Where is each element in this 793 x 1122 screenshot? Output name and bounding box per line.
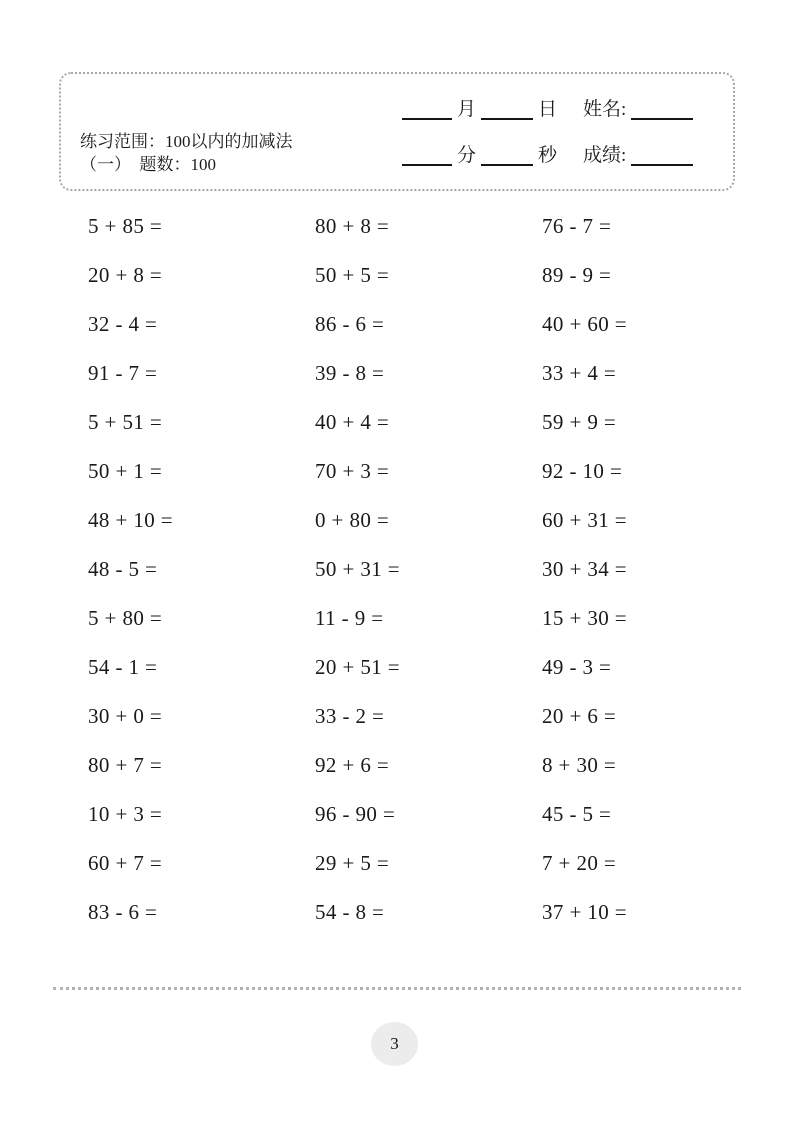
problem: 92 - 10 =: [542, 459, 623, 483]
problem: 5 + 80 =: [88, 606, 163, 630]
problem: 29 + 5 =: [315, 851, 390, 875]
day-blank-line: [481, 102, 533, 120]
second-blank-line: [481, 148, 533, 166]
problem: 48 + 10 =: [88, 508, 174, 532]
problems-grid: [88, 202, 769, 937]
practice-scope-line2: （一） 题数：100: [80, 155, 216, 174]
date-name-row: [402, 94, 693, 122]
problem: 59 + 9 =: [542, 410, 617, 434]
problem: 0 + 80 =: [315, 508, 390, 532]
problem: 7 + 20 =: [542, 851, 617, 875]
problem: 20 + 51 =: [315, 655, 401, 679]
problem: 40 + 4 =: [315, 410, 390, 434]
header-fill-in-area: [402, 94, 693, 186]
footer-dotted-separator: [53, 987, 741, 990]
problem: 45 - 5 =: [542, 802, 612, 826]
problem: 86 - 6 =: [315, 312, 385, 336]
page-number: 3: [390, 1034, 399, 1053]
month-blank-line: [402, 102, 452, 120]
second-label: 秒: [538, 145, 558, 166]
problem: 83 - 6 =: [88, 900, 158, 924]
problem: 89 - 9 =: [542, 263, 612, 287]
problem: 76 - 7 =: [542, 214, 612, 238]
problem: 54 - 8 =: [315, 900, 385, 924]
problem: 33 - 2 =: [315, 704, 385, 728]
problem: 48 - 5 =: [88, 557, 158, 581]
problem: 50 + 5 =: [315, 263, 390, 287]
minute-label: 分: [457, 145, 477, 166]
score-blank-line: [631, 148, 693, 166]
problem: 20 + 6 =: [542, 704, 617, 728]
page-number-badge: [371, 1022, 418, 1066]
practice-scope-line1: 练习范围：100以内的加减法: [80, 132, 293, 151]
practice-scope: [80, 130, 293, 176]
problem: 10 + 3 =: [88, 802, 163, 826]
problem: 70 + 3 =: [315, 459, 390, 483]
minute-blank-line: [402, 148, 452, 166]
problem: 50 + 1 =: [88, 459, 163, 483]
problem: 20 + 8 =: [88, 263, 163, 287]
month-label: 月: [457, 99, 477, 120]
problem: 80 + 8 =: [315, 214, 390, 238]
name-blank-line: [631, 102, 693, 120]
problem: 11 - 9 =: [315, 606, 384, 630]
problem: 92 + 6 =: [315, 753, 390, 777]
score-label: 成绩:: [583, 145, 627, 166]
problem: 8 + 30 =: [542, 753, 617, 777]
problem: 54 - 1 =: [88, 655, 158, 679]
problem: 37 + 10 =: [542, 900, 628, 924]
problem: 39 - 8 =: [315, 361, 385, 385]
time-score-row: [402, 140, 693, 168]
name-label: 姓名:: [583, 99, 627, 120]
problem: 60 + 31 =: [542, 508, 628, 532]
problem: 91 - 7 =: [88, 361, 158, 385]
problem: 5 + 85 =: [88, 214, 163, 238]
day-label: 日: [538, 99, 558, 120]
problem: 33 + 4 =: [542, 361, 617, 385]
problem: 60 + 7 =: [88, 851, 163, 875]
problem: 30 + 0 =: [88, 704, 163, 728]
problem: 5 + 51 =: [88, 410, 163, 434]
problem: 80 + 7 =: [88, 753, 163, 777]
problem: 15 + 30 =: [542, 606, 628, 630]
worksheet-header-box: [59, 72, 735, 191]
problem: 50 + 31 =: [315, 557, 401, 581]
problem: 30 + 34 =: [542, 557, 628, 581]
problem: 49 - 3 =: [542, 655, 612, 679]
problem: 96 - 90 =: [315, 802, 396, 826]
problem: 40 + 60 =: [542, 312, 628, 336]
problem: 32 - 4 =: [88, 312, 158, 336]
